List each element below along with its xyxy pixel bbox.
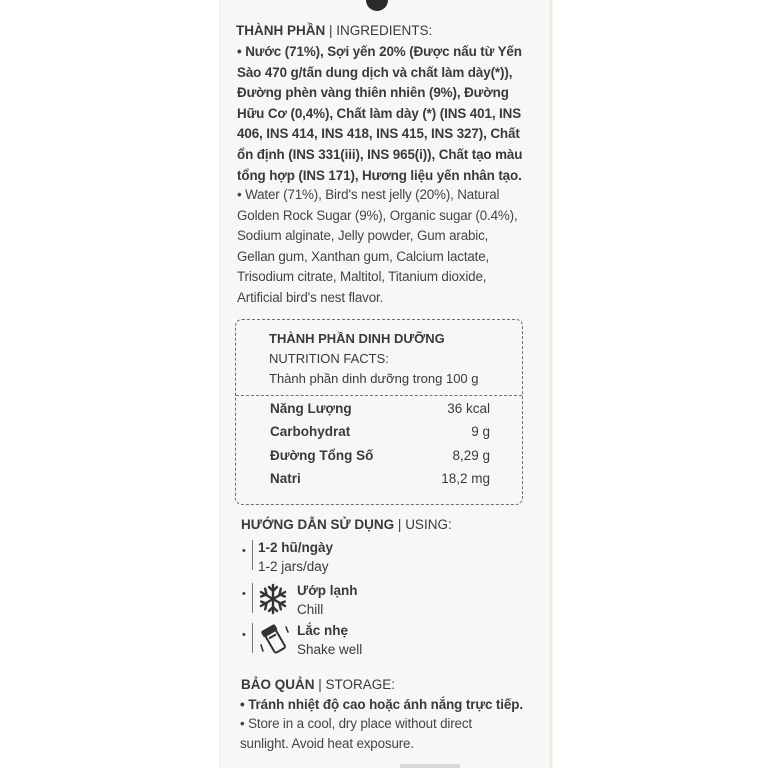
ingredients-vi-line: • Nước (71%), Sợi yến 20% (Được nấu từ Yến: [237, 44, 522, 59]
ingredients-vi-line: ổn định (INS 331(iii), INS 965(i)), Chất tạo màu: [237, 146, 523, 162]
nutrition-value: 9 g: [471, 424, 490, 439]
storage-vi: [240, 695, 540, 716]
ingredients-en-line: Sodium alginate, Jelly powder, Gum arabic,: [237, 228, 489, 244]
storage-en-line: • Store in a cool, dry place without direct: [240, 716, 472, 731]
ingredients-vi-line: 406, INS 414, INS 418, INS 415, INS 327), Chất: [237, 126, 520, 142]
usage-text: Lắc nhẹ Shake well: [297, 623, 363, 657]
storage-en-line: sunlight. Avoid heat exposure.: [240, 736, 414, 751]
ingredients-en-line: • Water (71%), Bird's nest jelly (20%), Natural: [237, 187, 500, 202]
nutrition-divider: [236, 395, 522, 396]
usage-heading: HƯỚNG DẪN SỬ DỤNG | USING:: [241, 517, 452, 532]
ingredients-vi: [237, 42, 537, 186]
package-edge: [550, 0, 553, 768]
nutrition-header: [269, 329, 479, 389]
nutrition-label: Năng Lượng: [270, 401, 352, 416]
ingredients-en-line: Trisodium citrate, Maltitol, Titanium dioxide,: [237, 269, 487, 285]
nutrition-label: Carbohydrat: [270, 424, 351, 439]
nutrition-facts-box: [235, 319, 523, 505]
nutrition-title-en: NUTRITION FACTS:: [269, 351, 389, 366]
nutrition-value: 18,2 mg: [441, 471, 490, 486]
ingredients-vi-line: Hữu Cơ (0,4%), Chất làm dày (*) (INS 401, INS: [237, 105, 522, 121]
bullet-icon: •: [242, 588, 246, 600]
nutrition-basis: Thành phần dinh dưỡng trong 100 g: [269, 371, 479, 386]
shake-jar-icon: [257, 621, 291, 657]
ingredients-en-line: Artificial bird's nest flavor.: [237, 289, 384, 305]
ingredients-en: [237, 185, 537, 309]
storage-heading: BẢO QUẢN | STORAGE:: [241, 677, 396, 692]
bullet-icon: •: [242, 545, 246, 557]
bullet-icon: •: [242, 629, 246, 641]
storage-en: [240, 714, 540, 754]
nutrition-label: Đường Tổng Số: [270, 448, 374, 463]
ingredients-vi-line: Sào 470 g/tấn dung dịch và chất làm dày(*)),: [237, 64, 513, 80]
ingredients-vi-line: tổng hợp (INS 171), Hương liệu yến nhân tạo.: [237, 167, 522, 183]
nutrition-value: 36 kcal: [447, 401, 490, 416]
nutrition-row: [270, 471, 490, 493]
ingredients-en-line: Gellan gum, Xanthan gum, Calcium lactate,: [237, 248, 490, 264]
usage-text: 1-2 hũ/ngày 1-2 jars/day: [258, 540, 334, 574]
ingredients-vi-line: Đường phèn vàng thiên nhiên (9%), Đường: [237, 85, 509, 101]
package-bottom-mark: [400, 764, 460, 768]
snowflake-icon: [257, 583, 289, 615]
ingredients-heading: THÀNH PHẦN | INGREDIENTS:: [236, 23, 433, 38]
nutrition-title-vi: THÀNH PHẦN DINH DƯỠNG: [269, 331, 445, 346]
nutrition-value: 8,29 g: [452, 448, 490, 463]
nutrition-row: [270, 448, 490, 470]
nutrition-row: [270, 424, 490, 446]
ingredients-en-line: Golden Rock Sugar (9%), Organic sugar (0.4%),: [237, 207, 518, 223]
nutrition-row: [270, 401, 490, 423]
usage-text: Ướp lạnh Chill: [297, 583, 358, 617]
nutrition-label: Natri: [270, 471, 301, 486]
storage-vi-line: • Tránh nhiệt độ cao hoặc ánh nắng trực tiếp.: [240, 697, 523, 712]
